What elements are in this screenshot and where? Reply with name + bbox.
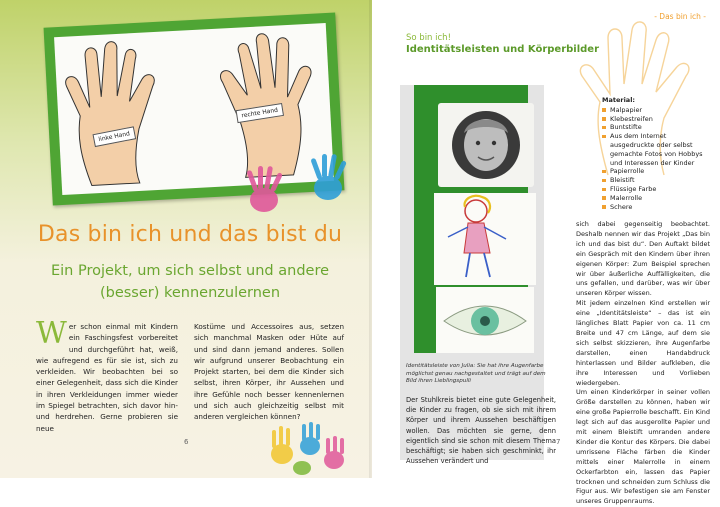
column-1-text: er schon einmal mit Kindern ein Faschingsfest vorbereitet und durchgeführt hat, weiß, wie aufregend es für sie ist, sich zu verkleiden. Wir beobachten bei so einer Gelegenheit, dass sich die Kinder in ihren Verkleidungen immer wieder im Spiegel betrachten, sich davor hin- und herdrehen. Gerne probieren sie neue: [36, 322, 178, 433]
materials-list: [602, 106, 712, 212]
materials-item: Klebestreifen: [602, 115, 712, 124]
section-title: Identitätsleisten und Körperbilder: [406, 44, 600, 55]
child-portrait: [438, 103, 534, 187]
label-right-hand: rechte Hand: [236, 103, 284, 123]
subtitle: Ein Projekt, um sich selbst und andere (besser) kennenzulernen: [50, 263, 330, 301]
body-column-4: [576, 220, 710, 507]
paragraph: sich dabei gegenseitig beobachtet. Deshalb nennen wir das Projekt „Das bin ich und das bist du“. Den Auftakt bildet ein Gespräch mit den Kindern über ihren eigenen Körper: Zum Beispiel sprechen wir über äußerliche Auffälligkeiten, die uns gefallen, und darüber, was wir über unseren Körper wissen.: [576, 220, 710, 298]
handprints-decoration-icon: [236, 148, 366, 228]
eye-drawing: [436, 287, 534, 353]
page-number-left: 6: [184, 438, 189, 446]
paragraph: Mit jedem einzelnen Kind erstellen wir eine „Identitätsleiste“ – das ist ein längliches Blatt Papier von ca. 11 cm Breite und 47 cm Länge, auf dem sie sich selbst skizzieren, ihre Augenfarbe darstellen, einen Handabdruck hinterlassen und Bilder aufkleben, die ihre Interessen und Vorlieben wiedergeben.: [576, 299, 710, 387]
section-label: - Das bin ich -: [654, 12, 706, 21]
materials-item: Malpapier: [602, 106, 712, 115]
materials-item: Buntstifte: [602, 123, 712, 132]
body-column-1: [36, 316, 178, 434]
body-column-3: Der Stuhlkreis bietet eine gute Gelegenheit, die Kinder zu fragen, ob sie sich mit ihrem Körper und ihrem Aussehen beschäftigen wollen. Das möchten sie gerne, denn eigentlich sind sie schon mit diesem Thema beschäftigt; sie haben sich geschminkt, ihr Aussehen verändert und: [406, 396, 556, 466]
materials-item: Schere: [602, 203, 712, 212]
label-left-hand: linke Hand: [92, 126, 136, 147]
child-drawing: [434, 193, 536, 285]
eye-icon: [436, 287, 534, 353]
materials-item: Papierrolle: [602, 167, 712, 176]
materials-box: [602, 96, 712, 211]
green-board: [414, 85, 528, 353]
child-face-icon: [438, 103, 534, 187]
materials-item: Aus dem Internet ausgedruckte oder selbst gemachte Fotos von Hobbys und Interessen der Kinder: [602, 132, 712, 167]
paragraph: Um einen Kinderkörper in seiner vollen Größe darstellen zu können, haben wir eine große Papierrolle beschafft. Ein Kind legt sich auf das ausgerollte Papier und mit einem Bleistift umranden andere Kinder die Kontur des Körpers. Die dabei umrissene Fläche färben die Kinder mittels einer Malerrolle in einem Ockerfarbton ein, lassen das Papier trocknen und schneiden zum Schluss die Figur aus. Wir befestigen sie am Fenster unseres Gruppenraums.: [576, 388, 710, 506]
bottom-handprints-icon: [262, 416, 352, 476]
materials-heading: Material:: [602, 96, 636, 104]
materials-item: Malerrolle: [602, 194, 712, 203]
materials-item: Flüssige Farbe: [602, 185, 712, 194]
drop-cap: W: [36, 316, 67, 351]
left-page: [0, 0, 372, 478]
body-column-2: Kostüme und Accessoires aus, setzen sich manchmal Masken oder Hüte auf und sind dann jemand anderes. Sollen wir aufgrund unserer Beobachtung ein Projekt starten, bei dem die Kinder sich selbst, ihren Körper, ihr Aussehen und ihre Gefühle noch besser kennenlernen und sich auch gleichzeitig selbst mit anderen vergleichen können?: [194, 322, 344, 422]
photo-caption: Identitätsleiste von Julia: Sie hat ihre Augenfarbe möglichst genau nachgestaltet und trägt auf dem Bild ihren Lieblingspulli: [406, 363, 546, 385]
page-number-right: 7: [556, 438, 561, 446]
stick-figure-icon: [434, 193, 536, 285]
section-kicker: So bin ich!: [406, 33, 451, 43]
materials-item: Bleistift: [602, 176, 712, 185]
main-title: Das bin ich und das bist du: [37, 222, 343, 247]
